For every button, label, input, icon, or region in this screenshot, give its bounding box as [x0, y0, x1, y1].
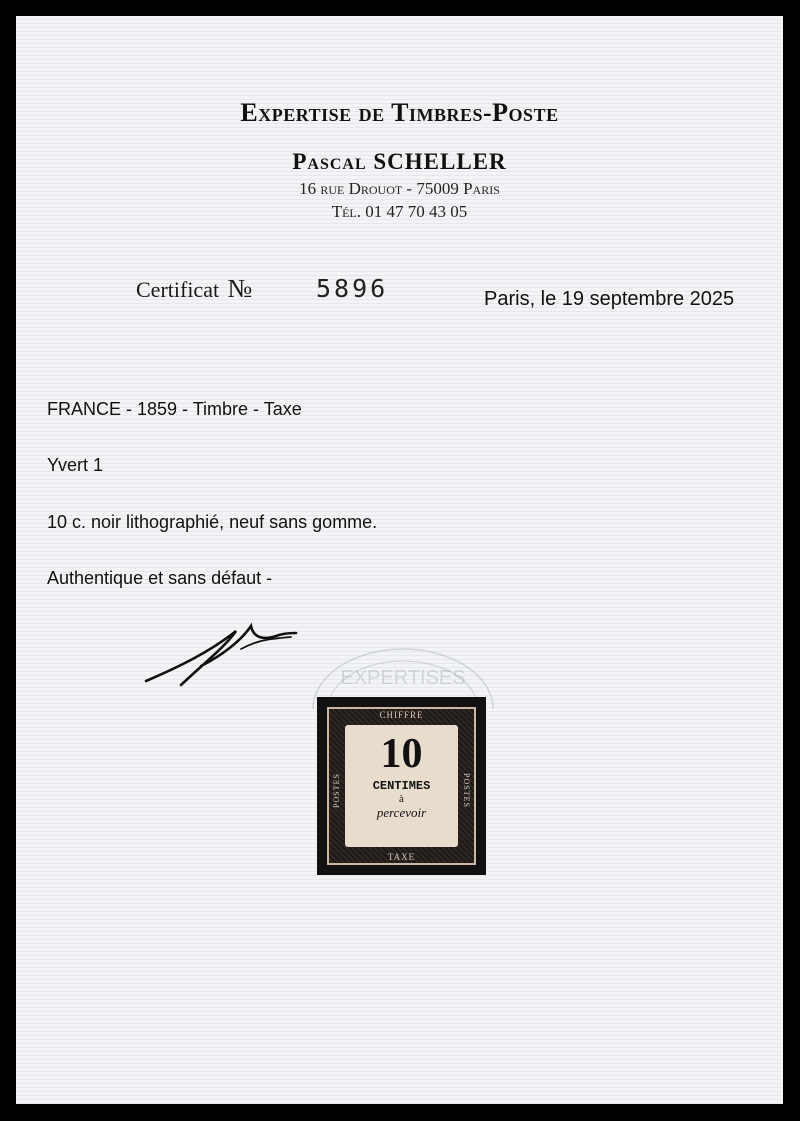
embossed-seal-text: EXPERTISES [340, 667, 466, 689]
certificate-label: Certificat [136, 277, 220, 302]
certificate-label-row [136, 274, 252, 304]
stamp-side-text-left: POSTES [331, 773, 341, 808]
signature-icon [141, 611, 301, 691]
certificate-date: Paris, le 19 septembre 2025 [484, 288, 735, 310]
stamp-percevoir: percevoir [376, 805, 427, 820]
number-sign: № [227, 274, 253, 303]
stamp-top-text: CHIFFRE [379, 710, 424, 720]
expert-name: Pascal SCHELLER [292, 149, 507, 174]
stamp-side-text-right: POSTES [462, 773, 472, 808]
stamp-value: 10 [380, 731, 423, 777]
stamp-catalog-number: Yvert 1 [47, 455, 104, 475]
stamp-unit: CENTIMES [372, 779, 431, 793]
postage-stamp-image [317, 697, 486, 875]
expert-phone: Tél. 01 47 70 43 05 [331, 202, 468, 221]
stamp-a: à [399, 793, 404, 805]
document-title: Expertise de Timbres-Poste [240, 98, 559, 127]
stamp-bottom-text: TAXE [387, 852, 416, 862]
stamp-center-panel [345, 725, 458, 847]
stamp-frame [327, 707, 476, 865]
certificate-number: 5896 [316, 274, 389, 303]
stamp-verdict: Authentique et sans défaut - [47, 568, 273, 588]
stamp-description-country: FRANCE - 1859 - Timbre - Taxe [47, 399, 302, 419]
certificate-page [16, 16, 783, 1104]
stamp-description: 10 c. noir lithographié, neuf sans gomme. [47, 512, 378, 532]
expert-address: 16 rue Drouot - 75009 Paris [299, 179, 500, 198]
